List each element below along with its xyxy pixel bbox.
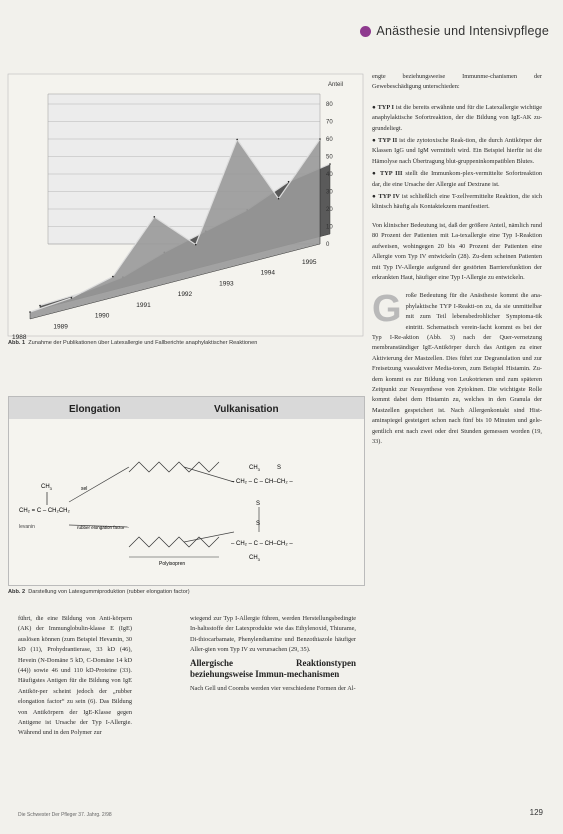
y-tick-label: 30 xyxy=(326,189,333,196)
middle-column-text-2: Nach Gell und Coombs werden vier verschiedene Formen der Al- xyxy=(190,684,356,692)
data-point xyxy=(278,198,280,200)
ch-groups-bottom: – CH₂ – C – CH–CH₂ – xyxy=(231,541,293,547)
x-tick-label: 1993 xyxy=(219,280,234,288)
rubber-factor-label: rubber elongation factor xyxy=(77,525,125,530)
ch3-label: $CH_3$ xyxy=(41,484,52,491)
y-tick-label: 80 xyxy=(326,102,333,108)
polymer-chain-top xyxy=(129,462,219,472)
y-tick-labels xyxy=(326,102,333,248)
data-point xyxy=(71,297,73,299)
sel-label: sel xyxy=(81,486,88,492)
data-point xyxy=(39,305,41,307)
figure-2-caption xyxy=(8,589,363,596)
data-point xyxy=(288,181,290,183)
caption-label: Abb. 1 xyxy=(8,340,26,346)
right-column xyxy=(372,72,542,447)
y-tick-label: 20 xyxy=(326,207,333,213)
section-title: Anästhesie und Intensivpflege xyxy=(376,24,549,38)
bullet-typ2: ● TYP II ist die zytotoxische Reak-tion, die durch Antikörper der Klassen IgG und IgM vermittelt wird. Ein Beispiel hierfür ist die Hämolyse nach Übertragung blut-gruppeninkompatiblen Blutes. xyxy=(372,137,542,165)
diagram-header-band xyxy=(9,397,364,419)
caption-label-2: Abb. 2 xyxy=(8,589,26,595)
section-heading: Allergische Reaktionstypen beziehungsweise Immun-mechanismen xyxy=(190,657,356,679)
middle-column xyxy=(190,614,356,694)
x-tick-label: 1989 xyxy=(53,323,68,331)
data-point xyxy=(329,163,331,165)
left-column-text: führt, die eine Bildung von Anti-körpern (AK) der Immunglobulin-klasse E (IgE) auslösen können (zum Beispiel Hevamin, 30 kD (11), Prohydrantierase, 33 kD (46), Hevein (N-Domäne 5 kD, C-Domäne 14 kD (44)) sowie 46 und 110 kD-Proteine (33). Häufigstes Antigen für die Bildung von IgE Antikör-per scheint jedoch der „rubber elongation factor“ zu sein (6). Das Bildung von Antikörpern der IgE-Klasse gegen Antigene ist Ursache der Typ I-Allergie. Während und in den Polymer zur xyxy=(18,615,132,737)
x-tick-label: 1995 xyxy=(302,259,317,266)
middle-column-text: wiegend zur Typ I-Allergie führen, werden Herstellungsbedingte In-haltsstoffe der Latexprodukte wie das Ethylenoxid, Thiurame, Di-thiocarbamate, Phenylendiamine und Benzothiazole häufiger Aller-gien vom Typ IV zu verursachen (29, 35). xyxy=(190,615,356,654)
ch3-top: $CH_3$ xyxy=(249,465,260,472)
diagram-canvas xyxy=(9,397,364,585)
s-low: S xyxy=(256,521,261,527)
y-tick-label: 60 xyxy=(326,137,333,143)
section-bullet-icon xyxy=(360,26,371,37)
x-tick-label: 1994 xyxy=(260,269,276,277)
right-paragraph-3: Große Bedeutung für die Anästhesie kommt die ana-phylaktische TYP I-Reakti-on zu, da sie unmittelbar mit zum Teil lebensbedrohlicher Symptoma-tik eintritt. Schematisch verein-facht kommt es bei der Typ I-Re-aktion (Abb. 3) nach der Quer-vernetzung membranständiger IgE-Antikörper durch das Antigen zu einer Aktivierung der Mastzellen. Dies führt zur Degranulation und zur Freisetzung vasoaktiver Media-toren, zum Beispiel Histamin. Zu-dem kommt es zur Bildung von Leukotrienen und zum späteren Zeitpunkt zur Neusynthese von Zytokinen. Die wichtigste Rolle kommt dabei dem Histamin zu, welches in den Granula der Mastzellen gespeichert ist. Nach Allergenkontakt sind Hist-aminspiegel gesteigert schon nach fünf bis 10 Minuten und gele-gentlich erst nach zwei oder drei Stunden gemessen worden (19, 33). xyxy=(372,288,542,445)
ch-groups-top: – CH₂ – C – CH–CH₂ – xyxy=(231,479,293,485)
data-point xyxy=(319,138,321,140)
bullet-typ4: ● TYP IV ist schließlich eine T-zellvermittelte Reaktion, die sich klinisch häufig als Kontaktekzem manifestiert. xyxy=(372,193,542,211)
x-tick-label: 1991 xyxy=(136,301,151,309)
y-tick-label: 70 xyxy=(326,119,333,126)
y-tick-label: 40 xyxy=(326,172,333,178)
section-header xyxy=(360,24,549,38)
polymer-chain-bottom xyxy=(129,537,219,547)
footer-journal: Die Schwester Der Pfleger 37. Jahrg. 2/98 xyxy=(18,812,112,818)
levanin-label: levanin xyxy=(19,524,35,530)
x-tick-label: 1988 xyxy=(12,334,27,341)
bullet-typ1: ● TYP I ist die bereits erwähnte und für die Latexallergie wichtige anaphylaktische Sofortreaktion, der die Bildung von IgE-AK zu-grundeliegt. xyxy=(372,103,542,132)
x-tick-label: 1992 xyxy=(177,291,193,299)
drop-cap: G xyxy=(372,288,402,331)
caption-text-2: Darstellung von Latexgummiproduktion (rubber elongation factor) xyxy=(28,589,190,595)
data-point xyxy=(236,139,238,141)
right-paragraph-2: Von klinischer Bedeutung ist, daß der größere Anteil, nämlich rund 80 Prozent der Patienten mit La-texallergie eine Typ I-Reaktion aufweisen, wohingegen 20 bis 40 Prozent der Patienten eine Allergie vom Typ IV entwickeln (28). Zu-dem scheinen Patienten mit Typ IV-Allergie aufgrund der gestörten Barrierefunktion der erkrankten Haut, häufiger eine Typ I-Allergie zu entwickeln. xyxy=(372,221,542,281)
vulcanised-structure xyxy=(231,465,293,562)
data-point xyxy=(153,216,155,218)
figure-1-chart xyxy=(8,74,363,341)
right-intro: engte beziehungsweise Immunme-chanismen der Gewebeschädigung unterschieden: xyxy=(372,73,542,91)
y-axis-label: Anteil xyxy=(328,82,344,88)
y-tick-label: 50 xyxy=(326,154,333,161)
data-point xyxy=(195,244,197,246)
figure-2-diagram xyxy=(8,396,365,586)
ch3-bottom: $CH_3$ xyxy=(249,555,260,562)
s-mid: S xyxy=(256,501,261,507)
s-top: S xyxy=(277,465,282,471)
y-tick-label: 0 xyxy=(326,242,330,248)
label-vulkanisation: Vulkanisation xyxy=(214,404,279,415)
figure-1-caption xyxy=(8,340,363,347)
label-elongation: Elongation xyxy=(69,404,121,415)
x-tick-label: 1990 xyxy=(94,312,110,320)
page-number: 129 xyxy=(529,808,543,817)
polyisopren-label: Polyisopren xyxy=(159,561,186,567)
left-column xyxy=(18,614,132,739)
monomer-formula: CH₂ = C – CH₂CH₂ xyxy=(19,508,70,514)
caption-text: Zunahme der Publikationen über Latexallergie und Fallberichte anaphylaktischer Reaktionen xyxy=(28,340,258,346)
y-tick-label: 10 xyxy=(326,224,333,231)
monomer-structure xyxy=(19,484,70,530)
data-point xyxy=(112,276,114,278)
bullet-typ3: ● TYP III stellt die Immunkom-plex-vermittelte Sofortreaktion dar, die eine Ursache der Allergie auf Dextrane ist. xyxy=(372,170,543,188)
data-point xyxy=(29,311,31,313)
